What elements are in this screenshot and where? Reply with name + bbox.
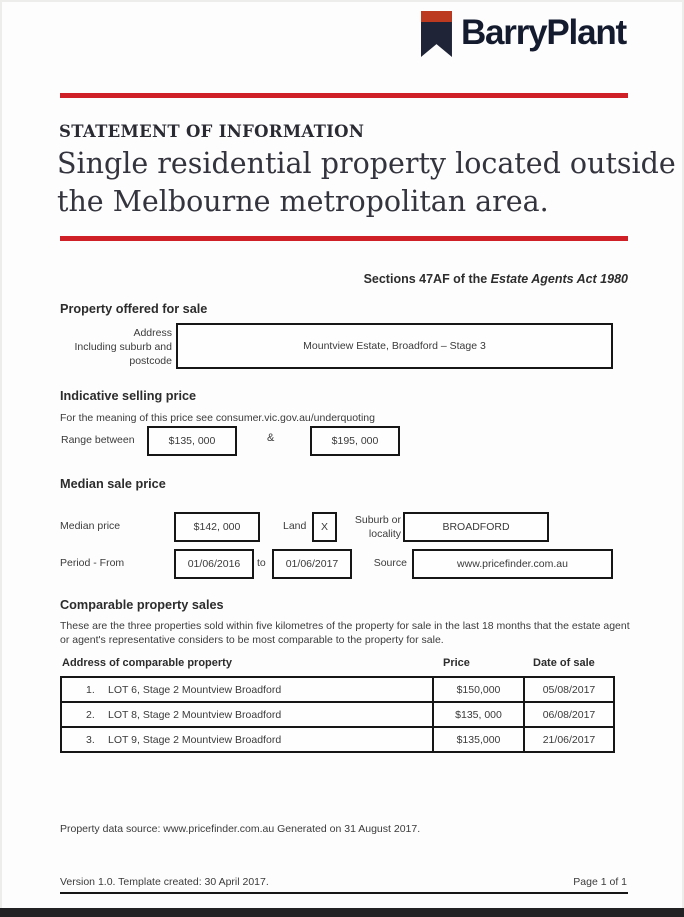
row-number: 3. xyxy=(86,733,95,746)
land-checkbox-field: X xyxy=(312,512,337,542)
cell-date: 05/08/2017 xyxy=(524,677,614,702)
median-price-field: $142, 000 xyxy=(174,512,260,542)
bookmark-icon xyxy=(421,11,452,57)
to-label: to xyxy=(257,557,266,569)
row-number: 1. xyxy=(86,683,95,696)
second-red-rule xyxy=(60,236,628,241)
data-source-note: Property data source: www.pricefinder.com.au Generated on 31 August 2017. xyxy=(60,823,421,835)
page-title-line1: Single residential property located outside xyxy=(57,147,676,180)
table-row xyxy=(61,727,614,752)
range-between-label: Range between xyxy=(61,434,135,446)
logo-text: BarryPlant xyxy=(460,13,626,52)
cell-date: 06/08/2017 xyxy=(524,702,614,727)
section-heading-property-offered: Property offered for sale xyxy=(60,302,208,316)
address-field: Mountview Estate, Broadford – Stage 3 xyxy=(176,323,613,369)
column-header-address: Address of comparable property xyxy=(62,657,232,669)
suburb-locality-label xyxy=(344,513,401,541)
section-heading-median-price: Median sale price xyxy=(60,477,166,491)
table-row xyxy=(61,702,614,727)
comparable-sales-table xyxy=(60,676,615,753)
version-note: Version 1.0. Template created: 30 April 2017. xyxy=(60,876,269,888)
cell-price: $150,000 xyxy=(433,677,524,702)
suburb-field: BROADFORD xyxy=(403,512,549,542)
period-from-label: Period - From xyxy=(60,557,125,569)
cell-date: 21/06/2017 xyxy=(524,727,614,752)
barry-plant-logo xyxy=(421,11,626,57)
land-label: Land xyxy=(283,520,307,532)
section-heading-indicative-price: Indicative selling price xyxy=(60,389,197,403)
suburb-label-line1: Suburb or xyxy=(354,514,401,526)
table-row xyxy=(61,677,614,702)
address-label xyxy=(58,326,172,368)
ampersand-label: & xyxy=(267,432,275,444)
suburb-label-line2: locality xyxy=(368,528,401,540)
cell-address xyxy=(61,727,433,752)
page-title-line2: the Melbourne metropolitan area. xyxy=(57,185,549,218)
address-label-line2: Including suburb and xyxy=(74,341,172,353)
act-name: Estate Agents Act 1980 xyxy=(490,272,628,286)
source-field: www.pricefinder.com.au xyxy=(412,549,613,579)
underquoting-note: For the meaning of this price see consumer.vic.gov.au/underquoting xyxy=(60,412,375,424)
cell-price: $135,000 xyxy=(433,727,524,752)
footer-rule xyxy=(60,892,628,894)
source-label: Source xyxy=(373,557,407,569)
top-red-rule xyxy=(60,93,628,98)
address-label-line3: postcode xyxy=(129,355,172,367)
row-address: LOT 8, Stage 2 Mountview Broadford xyxy=(108,708,282,721)
column-header-price: Price xyxy=(443,657,470,669)
median-price-label: Median price xyxy=(60,520,121,532)
cell-address xyxy=(61,702,433,727)
scan-edge-bar xyxy=(0,908,684,917)
row-address: LOT 6, Stage 2 Mountview Broadford xyxy=(108,683,282,696)
cell-address xyxy=(61,677,433,702)
section-heading-comparable-sales: Comparable property sales xyxy=(60,598,224,612)
comparable-sales-description: These are the three properties sold within five kilometres of the property for sale in the last 18 months that the estate agent or agent's representative considers to be most comparable to the property for sale. xyxy=(60,620,630,646)
column-header-date: Date of sale xyxy=(533,657,595,669)
cell-price: $135, 000 xyxy=(433,702,524,727)
period-to-field: 01/06/2017 xyxy=(272,549,352,579)
address-label-line1: Address xyxy=(133,327,172,339)
act-reference xyxy=(364,272,628,286)
row-number: 2. xyxy=(86,708,95,721)
row-address: LOT 9, Stage 2 Mountview Broadford xyxy=(108,733,282,746)
period-from-field: 01/06/2016 xyxy=(174,549,254,579)
range-low-field: $135, 000 xyxy=(147,426,237,456)
page-title xyxy=(57,145,676,221)
document-eyebrow: STATEMENT OF INFORMATION xyxy=(59,122,365,141)
act-prefix: Sections 47AF of the xyxy=(363,272,491,286)
page-number: Page 1 of 1 xyxy=(573,876,627,888)
range-high-field: $195, 000 xyxy=(310,426,400,456)
